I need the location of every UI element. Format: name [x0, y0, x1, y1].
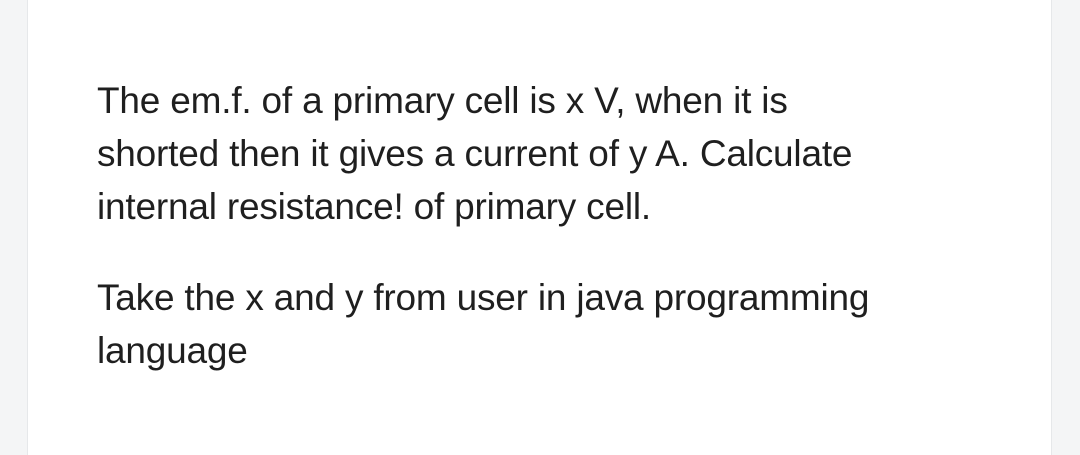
question-line: language	[97, 330, 248, 371]
question-text	[97, 74, 997, 377]
question-paragraph-1	[97, 74, 997, 233]
question-line: internal resistance! of primary cell.	[97, 186, 651, 227]
question-card	[27, 0, 1052, 455]
question-paragraph-2	[97, 271, 997, 377]
question-line: The em.f. of a primary cell is x V, when it is	[97, 80, 788, 121]
question-line: shorted then it gives a current of y A. Calculate	[97, 133, 853, 174]
question-line: Take the x and y from user in java programming	[97, 277, 870, 318]
